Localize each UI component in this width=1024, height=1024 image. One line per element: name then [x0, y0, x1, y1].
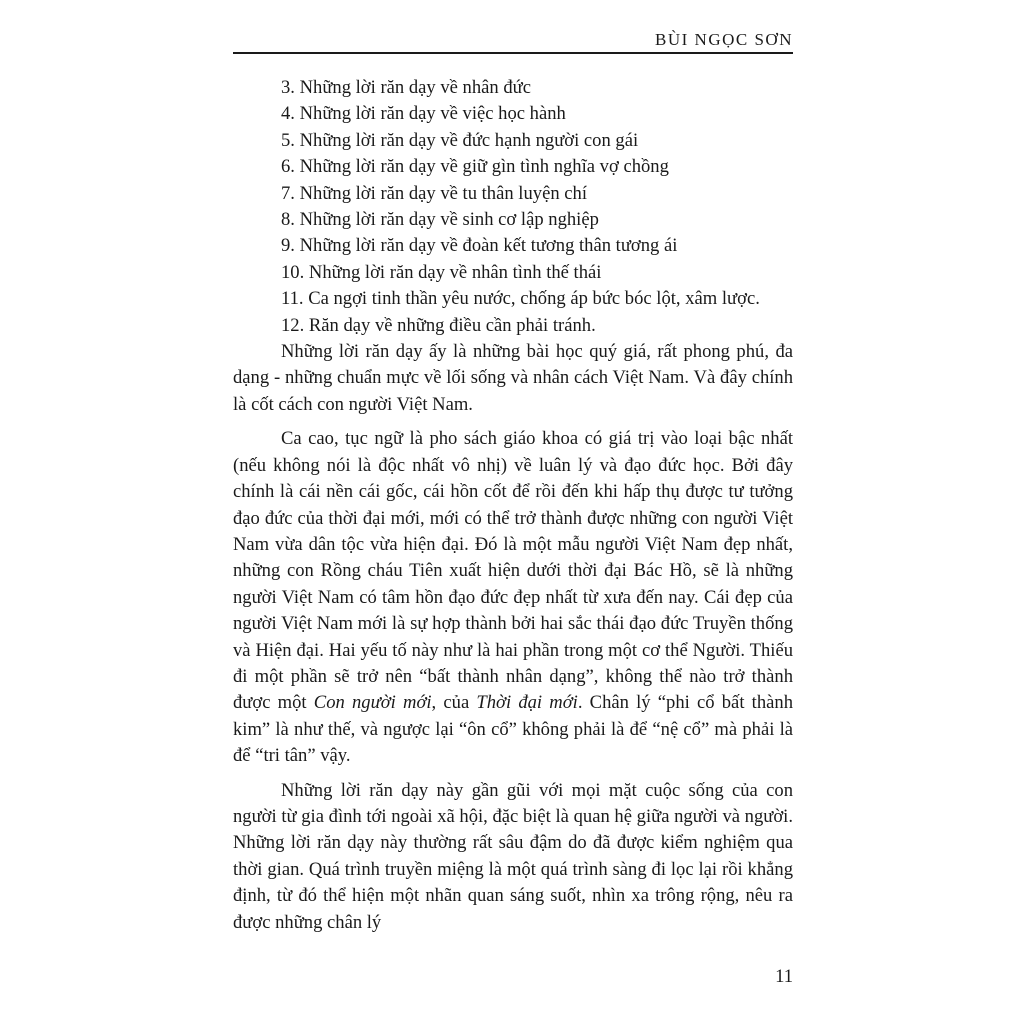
paragraph-3: Những lời răn dạy này gần gũi với mọi mặt cuộc sống của con người từ gia đình tới ngoài xã hội, đặc biệt là quan hệ giữa người và người. Những lời răn dạy này thường rất sâu đậm do đã được kiểm nghiệm qua thời gian. Quá trình truyền miệng là một quá trình sàng đi lọc lại rồi khẳng định, từ đó thể hiện một nhãn quan sáng suốt, nhìn xa trông rộng, nêu ra được những chân lý: [233, 779, 793, 933]
paragraph-2-text-a: Ca cao, tục ngữ là pho sách giáo khoa có giá trị vào loại bậc nhất (nếu không nói là độc nhất vô nhị) về luân lý và đạo đức học. Bởi đây chính là cái nền cái gốc, cái hồn cốt để rồi đến khi hấp thụ được tư tưởng đạo đức của thời đại mới, mới có thể trở thành được những con người Việt Nam vừa dân tộc vừa hiện đại. Đó là một mẫu người Việt Nam đẹp nhất, những con Rồng cháu Tiên xuất hiện dưới thời đại Bác Hồ, sẽ là những người Việt Nam có tâm hồn đạo đức đẹp nhất từ xưa đến nay. Cái đẹp của người Việt Nam mới là sự hợp thành bởi hai sắc thái đạo đức Truyền thống và Hiện đại. Hai yếu tố này như là hai phần trong một cơ thể Người. Thiếu đi một phần sẽ trở nên “bất thành nhân dạng”, không thể nào trở thành được một: [233, 428, 793, 714]
list-item: 10. Những lời răn dạy về nhân tình thế thái: [281, 261, 602, 283]
list-item: 8. Những lời răn dạy về sinh cơ lập nghiệp: [281, 209, 599, 231]
page-number: 11: [775, 966, 793, 987]
running-head: BÙI NGỌC SƠN: [655, 30, 793, 49]
paragraph-1: Những lời răn dạy ấy là những bài học quý giá, rất phong phú, đa dạng - những chuẩn mực về lối sống và nhân cách Việt Nam. Và đây chính là cốt cách con người Việt Nam.: [233, 341, 793, 415]
header-rule: [233, 52, 793, 54]
paragraph-2: [233, 426, 793, 769]
body-text: [233, 75, 793, 936]
list-item: 11. Ca ngợi tinh thần yêu nước, chống áp bức bóc lột, xâm lược.: [281, 288, 760, 310]
list-item: 3. Những lời răn dạy về nhân đức: [281, 77, 531, 98]
list-item: 9. Những lời răn dạy về đoàn kết tương thân tương ái: [281, 235, 678, 257]
book-page: [233, 0, 793, 1024]
list-item: 5. Những lời răn dạy về đức hạnh người con gái: [281, 129, 639, 151]
list-item: 7. Những lời răn dạy về tu thân luyện chí: [281, 182, 587, 204]
paragraph-2-text-c: . Chân lý “phi cổ bất thành kim” là như thế, và ngược lại “ôn cổ” không phải là để “nệ cổ” mà phải là để “tri tân” vậy.: [233, 692, 793, 767]
list-item: 12. Răn dạy về những điều cần phải tránh.: [281, 314, 596, 336]
paragraph-2-text-b: , của: [431, 692, 477, 714]
list-item: 6. Những lời răn dạy về giữ gìn tình nghĩa vợ chồng: [281, 156, 669, 178]
italic-con-nguoi-moi: Con người mới: [313, 692, 432, 714]
topic-list: [233, 75, 793, 339]
italic-thoi-dai-moi: Thời đại mới: [476, 692, 578, 714]
list-item: 4. Những lời răn dạy về việc học hành: [281, 103, 566, 125]
